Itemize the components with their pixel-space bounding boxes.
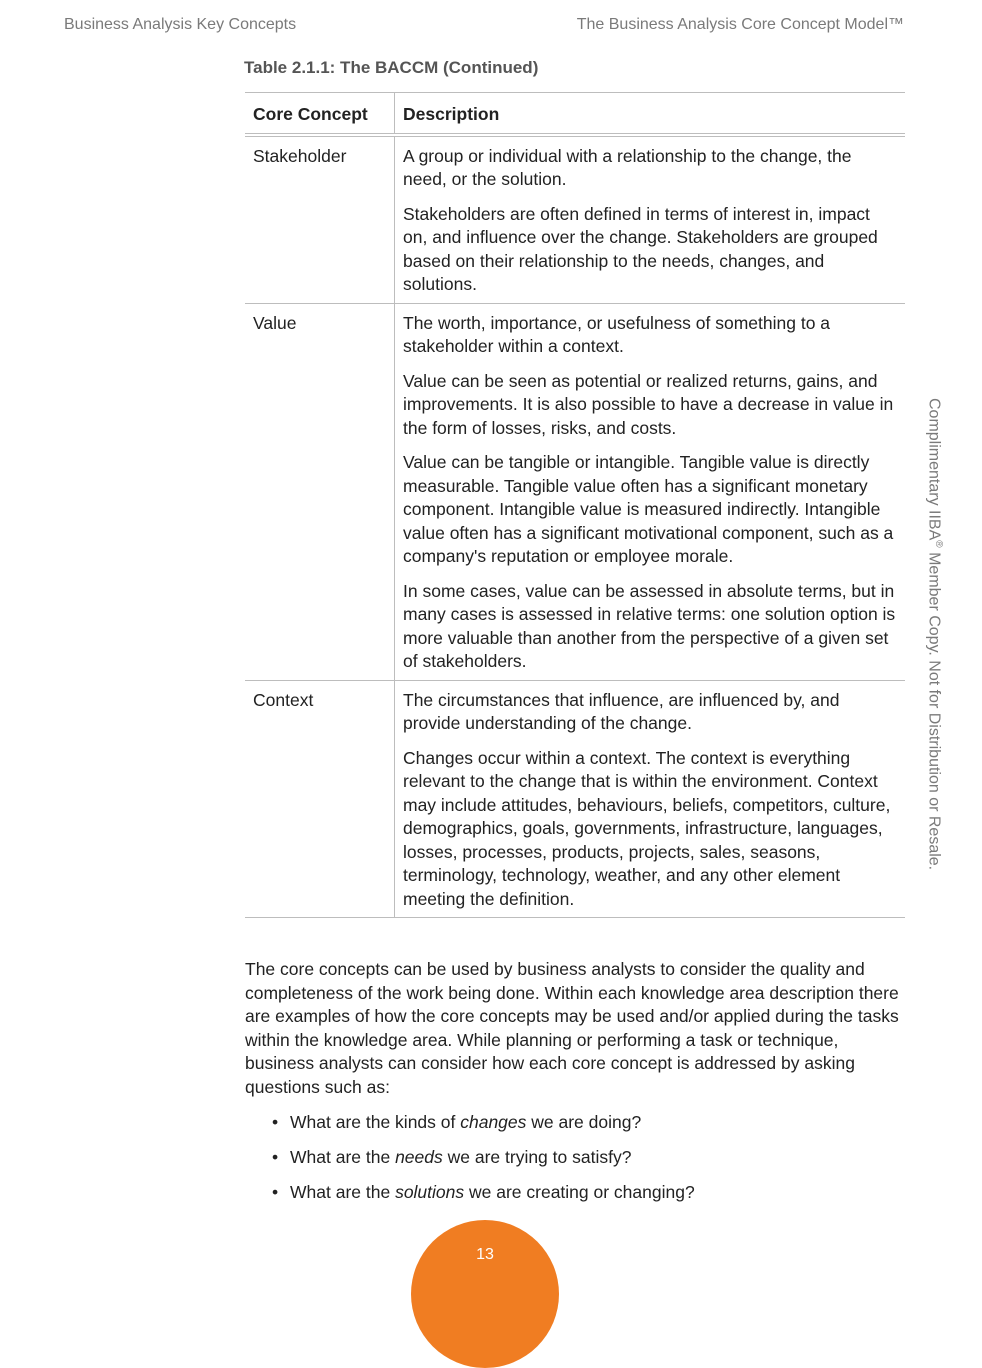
description-paragraph: The worth, importance, or usefulness of something to a stakeholder within a context.: [403, 312, 831, 356]
body-paragraph: The core concepts can be used by business analysts to consider the quality and completeness of the work being done. Within each knowledge area description there are examples of how the core concepts may be used and/or applied during the tasks within the knowledge area. While planning or performing a task or technique, business analysts can consider how each core concept is addressed by asking questions such as:: [245, 959, 899, 1097]
description-paragraph: Value can be seen as potential or realized returns, gains, and improvements. It is also possible to have a decrease in value in the form of losses, risks, and costs.: [403, 370, 894, 438]
question-emphasis: needs: [395, 1147, 443, 1167]
bullet-icon: •: [272, 1147, 279, 1167]
core-concept-cell: Stakeholder: [245, 135, 395, 304]
bullet-icon: •: [272, 1112, 279, 1132]
page-number-badge: [411, 1220, 559, 1368]
table-header-row: [245, 93, 905, 135]
side-note-text: Complimentary IIBA: [925, 398, 943, 541]
description-paragraph: In some cases, value can be assessed in absolute terms, but in many cases is assessed in relative terms: one solution option is more valuable than another from the perspective of a given set of stakeholders.: [403, 580, 896, 671]
question-list: [272, 1111, 695, 1216]
description-paragraph: Stakeholders are often defined in terms of interest in, impact on, and influence over the change. Stakeholders are grouped based on their relationship to the needs, changes, and solutions.: [403, 203, 878, 294]
table-row-context: [245, 680, 905, 918]
description-paragraph: A group or individual with a relationship to the change, the need, or the solution.: [403, 145, 852, 189]
description-cell: [395, 303, 906, 680]
bullet-icon: •: [272, 1182, 279, 1202]
running-head-left: Business Analysis Key Concepts: [64, 16, 297, 33]
question-text: What are the kinds of: [290, 1112, 461, 1132]
description-paragraph: Changes occur within a context. The context is everything relevant to the change that is within the environment. Context may include attitudes, behaviours, beliefs, competitors, culture, demographics, goals, governments, infrastructure, languages, losses, processes, products, projects, sales, seasons, terminology, technology, weather, and any other element meeting the definition.: [403, 747, 891, 909]
description-cell: [395, 680, 906, 918]
running-head-right: The Business Analysis Core Concept Model™: [576, 16, 904, 33]
core-concept-cell: Context: [245, 680, 395, 918]
core-concept-cell: Value: [245, 303, 395, 680]
table-caption: Table 2.1.1: The BACCM (Continued): [244, 58, 539, 77]
question-text: we are doing?: [526, 1112, 642, 1132]
question-emphasis: solutions: [395, 1182, 465, 1202]
baccm-table: [245, 92, 905, 918]
question-text: we are trying to satisfy?: [442, 1147, 632, 1167]
description-paragraph: Value can be tangible or intangible. Tangible value is directly measurable. Tangible value often has a significant monetary component. Intangible value is measured indirectly. Intangible value often has a significant motivational component, such as a company's reputation or employee morale.: [403, 452, 894, 566]
question-text: we are creating or changing?: [464, 1182, 695, 1202]
table-row-value: [245, 303, 905, 680]
page-number: 13: [476, 1246, 494, 1263]
list-item: [272, 1111, 695, 1135]
side-note-text: Member Copy. Not for Distribution or Resale.: [925, 547, 943, 871]
list-item: [272, 1181, 695, 1205]
column-header-description: Description: [395, 93, 906, 135]
question-emphasis: changes: [460, 1112, 527, 1132]
registered-mark: ®: [933, 540, 944, 548]
description-paragraph: The circumstances that influence, are influenced by, and provide understanding of the change.: [403, 689, 840, 733]
question-text: What are the: [290, 1182, 396, 1202]
question-text: What are the: [290, 1147, 396, 1167]
list-item: [272, 1146, 695, 1170]
copyright-side-note: [925, 398, 944, 870]
description-cell: [395, 135, 906, 304]
table-row-stakeholder: [245, 135, 905, 304]
column-header-core-concept: Core Concept: [245, 93, 395, 135]
